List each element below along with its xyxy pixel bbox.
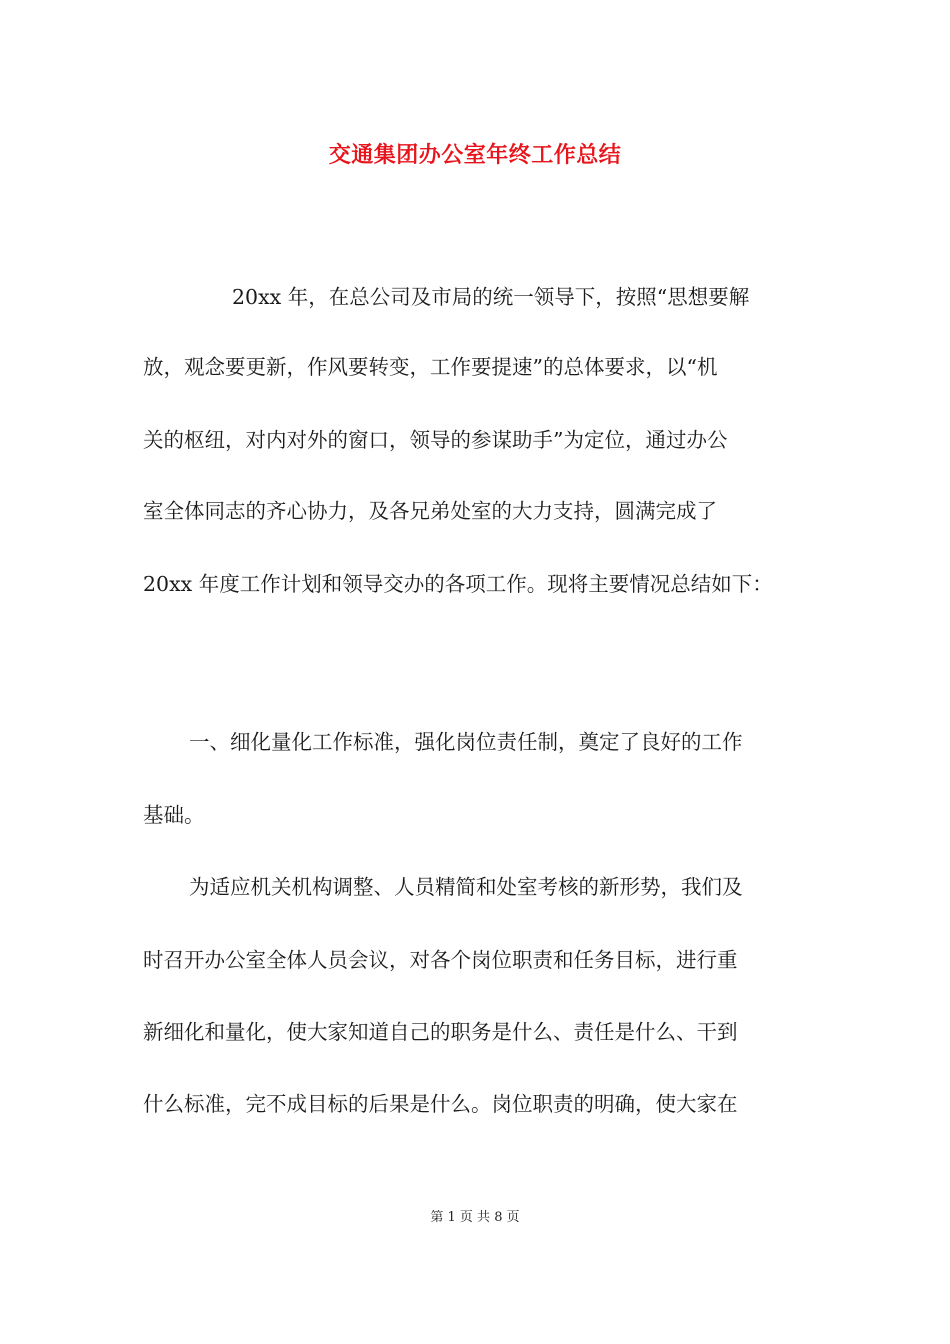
paragraph-3-line-4: 什么标准，完不成目标的后果是什么。岗位职责的明确，使大家在 [143, 1092, 738, 1116]
paragraph-1-line-5: 20xx 年度工作计划和领导交办的各项工作。现将主要情况总结如下： [143, 572, 773, 596]
document-title: 交通集团办公室年终工作总结 [328, 142, 622, 168]
paragraph-1-line-2: 放，观念要更新，作风要转变，工作要提速”的总体要求，以“机 [143, 355, 718, 379]
paragraph-1-line-1: 20xx 年，在总公司及市局的统一领导下，按照“思想要解 [232, 285, 750, 309]
paragraph-1-line-4: 室全体同志的齐心协力，及各兄弟处室的大力支持，圆满完成了 [143, 499, 717, 523]
paragraph-3-line-3: 新细化和量化，使大家知道自己的职务是什么、责任是什么、干到 [143, 1020, 738, 1044]
section-heading-line-1: 一、细化量化工作标准，强化岗位责任制，奠定了良好的工作 [189, 730, 743, 754]
section-heading-line-2: 基础。 [143, 803, 205, 827]
page-number-footer: 第 1 页 共 8 页 [430, 1210, 520, 1225]
paragraph-1-line-3: 关的枢纽，对内对外的窗口，领导的参谋助手”为定位，通过办公 [143, 428, 728, 452]
paragraph-3-line-1: 为适应机关机构调整、人员精简和处室考核的新形势，我们及 [189, 875, 743, 899]
paragraph-3-line-2: 时召开办公室全体人员会议，对各个岗位职责和任务目标，进行重 [143, 948, 738, 972]
